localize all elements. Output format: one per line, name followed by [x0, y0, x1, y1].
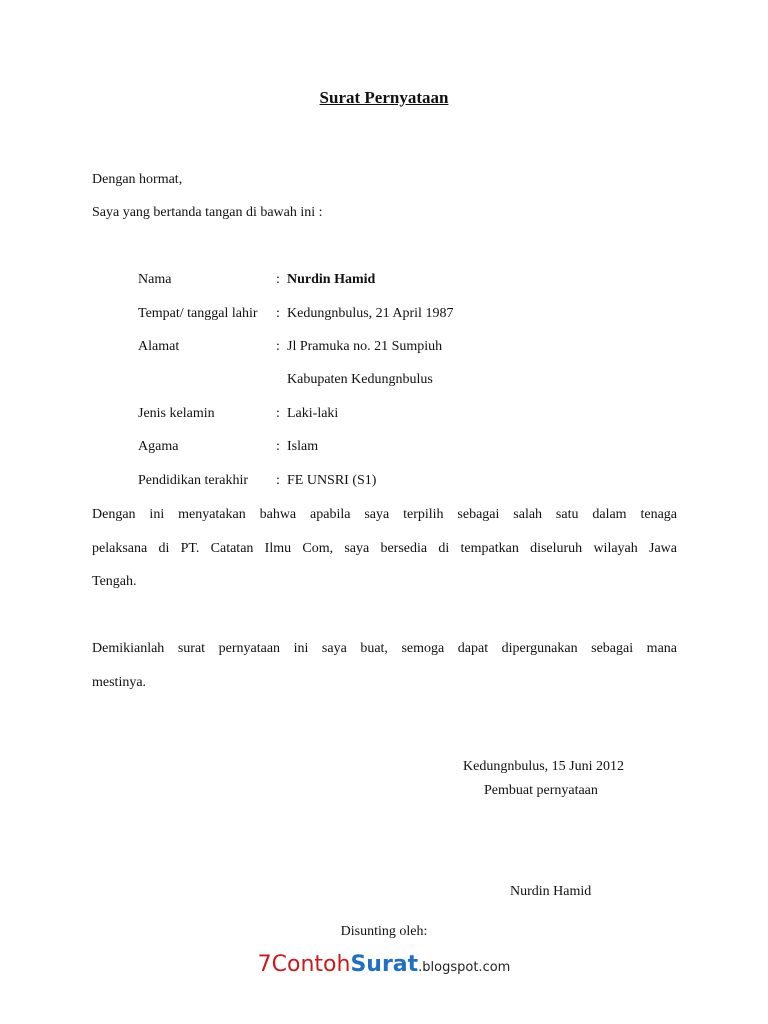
label-alamat: Alamat: [138, 339, 180, 354]
colon-nama: :: [276, 272, 280, 287]
closing-line-2: mestinya.: [92, 675, 147, 690]
value-agama: Islam: [287, 439, 319, 454]
statement-line-3: Tengah.: [92, 574, 137, 589]
colon-ttl: :: [276, 306, 280, 321]
document-title: [0, 88, 768, 108]
value-nama: Nurdin Hamid: [287, 272, 376, 287]
place-date: Kedungnbulus, 15 Juni 2012: [463, 759, 624, 774]
colon-alamat: :: [276, 339, 280, 354]
closing-line-1: Demikianlah surat pernyataan ini saya buat, semoga dapat dipergunakan sebagai mana: [92, 641, 677, 656]
edited-by: Disunting oleh:: [340, 924, 428, 939]
label-agama: Agama: [138, 439, 179, 454]
value-pendidikan: FE UNSRI (S1): [287, 473, 377, 488]
value-jenis-kelamin: Laki-laki: [287, 406, 339, 421]
brand-logo[interactable]: [0, 952, 768, 977]
label-ttl: Tempat/ tanggal lahir: [138, 306, 258, 321]
colon-jenis-kelamin: :: [276, 406, 280, 421]
label-nama: Nama: [138, 272, 172, 287]
brand-contoh: Contoh: [271, 952, 351, 977]
colon-agama: :: [276, 439, 280, 454]
greeting: Dengan hormat,: [92, 172, 183, 187]
intro-text: Saya yang bertanda tangan di bawah ini :: [92, 205, 323, 220]
label-pendidikan: Pendidikan terakhir: [138, 473, 249, 488]
brand-domain: .blogspot.com: [418, 960, 511, 975]
value-ttl: Kedungnbulus, 21 April 1987: [287, 306, 454, 321]
colon-pendidikan: :: [276, 473, 280, 488]
value-alamat: Jl Pramuka no. 21 Sumpiuh: [287, 339, 443, 354]
statement-line-1: Dengan ini menyatakan bahwa apabila saya terpilih sebagai salah satu dalam tenaga: [92, 507, 677, 522]
brand-number: 7: [257, 952, 272, 977]
signer-name: Nurdin Hamid: [510, 884, 592, 899]
value-alamat-line2: Kabupaten Kedungnbulus: [287, 372, 433, 387]
statement-line-2: pelaksana di PT. Catatan Ilmu Com, saya bersedia di tempatkan diseluruh wilayah Jawa: [92, 541, 677, 556]
brand-surat: Surat: [350, 952, 419, 977]
label-jenis-kelamin: Jenis kelamin: [138, 406, 215, 421]
title-text: Surat Pernyataan: [319, 88, 449, 107]
signer-role: Pembuat pernyataan: [484, 783, 598, 798]
